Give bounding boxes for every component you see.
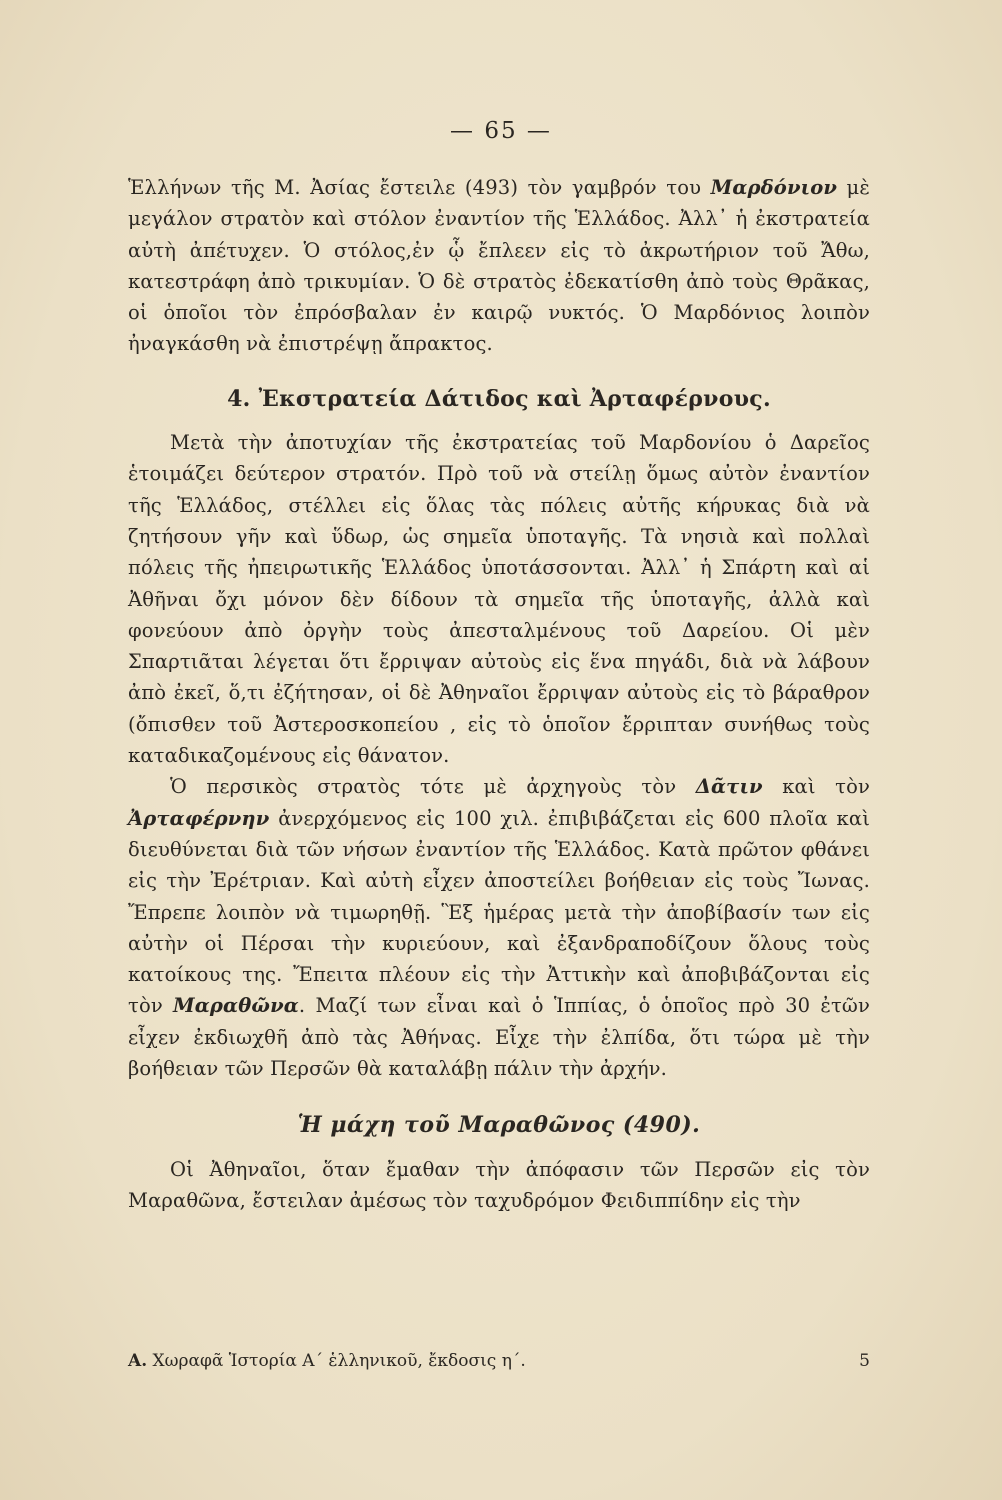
paragraph-persian-army — [128, 771, 870, 1084]
page-body — [128, 172, 870, 1216]
emphasis-marathon: Μαραθῶνα — [173, 994, 299, 1018]
footer-book-title: Χωραφᾶ Ἱστορία Α΄ ἑλληνικοῦ, ἔκδοσις η΄. — [152, 1351, 526, 1371]
subheading-battle: Ἡ μάχη τοῦ Μαραθῶνος (490). — [297, 1112, 701, 1139]
page-footer — [128, 1351, 870, 1371]
paragraph-athenians: Οἱ Ἀθηναῖοι, ὅταν ἔμαθαν τὴν ἀπόφασιν τῶν Περσῶν εἰς τὸν Μαραθῶνα, ἔστειλαν ἀμέσως τὸν ταχυδρόμον Φειδιππίδην εἰς τὴν — [128, 1157, 870, 1212]
footer-citation — [128, 1351, 526, 1371]
section-heading-4: 4. Ἐκστρατεία Δάτιδος καὶ Ἀρταφέρνους. — [227, 385, 771, 412]
emphasis-artaphernes: Ἀρταφέρνην — [128, 806, 270, 830]
paragraph-darius: Μετὰ τὴν ἀποτυχίαν τῆς ἐκστρατείας τοῦ Μαρδονίου ὁ Δαρεῖος ἑτοιμάζει δεύτερον στρατόν. Πρὸ τοῦ νὰ στείλῃ ὅμως αὐτὸν ἐναντίον τῆς Ἑλλάδος, στέλλει εἰς ὅλας τὰς πόλεις αὐτῆς κήρυκας διὰ νὰ ζητήσουν γῆν καὶ ὕδωρ, ὡς σημεῖα ὑποταγῆς. Τὰ νησιὰ καὶ πολλαὶ πόλεις τῆς ἠπειρωτικῆς Ἑλλάδος ὑποτάσσονται. Ἀλλ᾽ ἡ Σπάρτη καὶ αἱ Ἀθῆναι ὄχι μόνον δὲν δίδουν τὰ σημεῖα τῆς ὑποταγῆς, ἀλλὰ καὶ φονεύουν ἀπὸ ὀργὴν τοὺς ἀπεσταλμένους τοῦ Δαρείου. Οἱ μὲν Σπαρτιᾶται λέγεται ὅτι ἔρριψαν αὐτοὺς εἰς ἕνα πηγάδι, διὰ νὰ λάβουν ἀπὸ ἐκεῖ, ὅ,τι ἐζήτησαν, οἱ δὲ Ἀθηναῖοι ἔρριψαν αὐτοὺς εἰς τὸ βάραθρον (ὄπισθεν τοῦ Ἀστεροσκοπείου , εἰς τὸ ὁποῖον ἔρριπταν συνήθως τοὺς καταδικαζομένους εἰς θάνατον. — [128, 431, 870, 768]
text-run: μὲ μεγάλον στρατὸν καὶ στόλον ἐναντίον τῆς Ἑλλάδος. Ἀλλ᾽ ἡ ἐκστρατεία αὐτὴ ἀπέτυχεν. Ὁ στόλος,ἐν ᾧ ἔπλεεν εἰς τὸ ἀκρωτήριον τοῦ Ἄθω, κατεστράφη ἀπὸ τρικυμίαν. Ὁ δὲ στρατὸς ἐδεκατίσθη ἀπὸ τοὺς Θρᾶκας, οἱ ὁποῖοι τὸν ἐπρόσβαλαν ἐν καιρῷ νυκτός. Ὁ Μαρδόνιος λοιπὸν ἠναγκάσθη νὰ ἐπιστρέψῃ ἄπρακτος. — [128, 176, 870, 356]
paragraph-mardonios — [128, 172, 870, 360]
page-number: — 65 — — [450, 118, 552, 144]
emphasis-mardonios: Μαρδόνιον — [710, 176, 838, 199]
footer-author-initial: Α. — [128, 1351, 148, 1371]
text-run: Ὁ περσικὸς στρατὸς τότε μὲ ἀρχηγοὺς τὸν — [170, 775, 696, 799]
text-run: Ἑλλήνων τῆς Μ. Ἀσίας ἔστειλε (493) τὸν γαμβρόν του — [128, 176, 711, 199]
footer-signature-number: 5 — [859, 1351, 870, 1371]
emphasis-datis: Δᾶτιν — [695, 775, 763, 799]
text-run: . Μαζί των εἶναι καὶ ὁ Ἱππίας, ὁ ὁποῖος πρὸ 30 ἐτῶν εἶχεν ἐκδιωχθῆ ἀπὸ τὰς Ἀθήνας. Εἶχε τὴν ἐλπίδα, ὅτι τώρα μὲ τὴν βοήθειαν τῶν Περσῶν θὰ καταλάβῃ πάλιν τὴν ἀρχήν. — [128, 994, 870, 1081]
text-run: ἀνερχόμενος εἰς 100 χιλ. ἐπιβιβάζεται εἰς 600 πλοῖα καὶ διευθύνεται διὰ τῶν νήσων ἐναντίον τῆς Ἑλλάδος. Κατὰ πρῶτον φθάνει εἰς τὴν Ἐρέτριαν. Καὶ αὐτὴ εἶχεν ἀποστείλει βοήθειαν εἰς τοὺς Ἴωνας. Ἔπρεπε λοιπὸν νὰ τιμωρηθῇ. Ἓξ ἡμέρας μετὰ τὴν ἀποβίβασίν των εἰς αὐτὴν οἱ Πέρσαι τὴν κυριεύουν, καὶ ἐξανδραποδίζουν ὅλους τοὺς κατοίκους της. Ἔπειτα πλέουν εἰς τὴν Ἀττικὴν καὶ ἀποβιβάζονται εἰς τὸν — [128, 806, 870, 1018]
text-run: καὶ τὸν — [762, 775, 870, 799]
